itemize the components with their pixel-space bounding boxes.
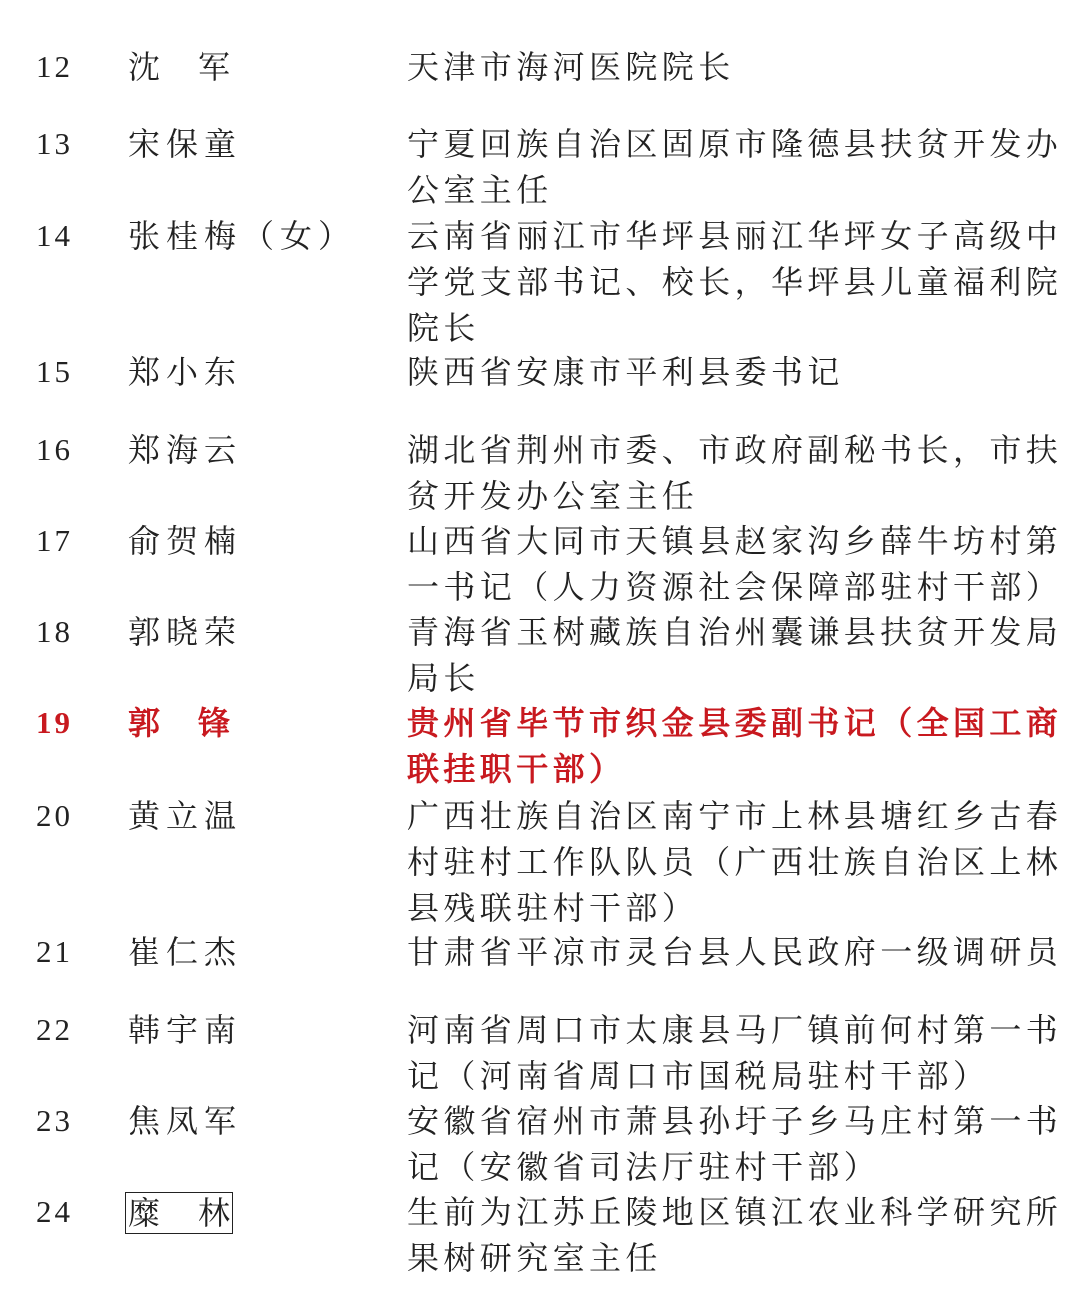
title-line: 记（安徽省司法厅驻村干部） [407,1148,881,1186]
title-line: 贵州省毕节市织金县委副书记（全国工商 [407,704,1063,742]
entry-title [407,793,1063,931]
title-line: 贫开发办公室主任 [407,477,699,515]
entry-name: 俞贺楠 [128,522,243,560]
entry-title [407,213,1063,351]
entry-title [407,700,1063,792]
entry-name: 张桂梅（女） [128,217,357,255]
entry-name: 宋保童 [128,125,243,163]
entry-title [407,1098,1063,1190]
entry-name: 郭晓荣 [128,613,243,651]
title-line: 安徽省宿州市萧县孙圩子乡马庄村第一书 [407,1102,1063,1140]
title-line: 学党支部书记、校长，华坪县儿童福利院 [407,263,1063,301]
title-line: 果树研究室主任 [407,1239,662,1277]
title-line: 云南省丽江市华坪县丽江华坪女子高级中 [407,217,1063,255]
name-char: 林 [197,1194,230,1232]
title-line: 公室主任 [407,171,553,209]
entry-title [407,44,1047,90]
title-line: 湖北省荆州市委、市政府副秘书长，市扶 [407,431,1063,469]
entry-title [407,518,1063,610]
title-line: 天津市海河医院院长 [407,48,735,86]
entry-number: 16 [36,432,73,467]
entry-number: 22 [36,1012,73,1047]
entry-number: 13 [36,126,73,161]
entry-title [407,609,1063,701]
entry-title [407,1007,1063,1099]
entry-number: 20 [36,798,73,833]
title-line: 甘肃省平凉市灵台县人民政府一级调研员 [407,933,1063,971]
title-line: 一书记（人力资源社会保障部驻村干部） [407,568,1063,606]
entry-title [407,121,1063,213]
title-line: 院长 [407,309,480,347]
entry-number: 23 [36,1103,73,1138]
entry-name [128,44,230,90]
entry-name [128,700,230,746]
entry-title [407,1189,1063,1281]
entry-name: 郑海云 [128,431,243,469]
name-char: 糜 [128,1194,161,1232]
entry-number: 15 [36,354,73,389]
title-line: 河南省周口市太康县马厂镇前何村第一书 [407,1011,1063,1049]
entry-number: 17 [36,523,73,558]
title-line: 宁夏回族自治区固原市隆德县扶贫开发办 [407,125,1063,163]
entry-name: 崔仁杰 [128,933,243,971]
entry-title [407,929,1063,975]
title-line: 局长 [407,659,480,697]
title-line: 生前为江苏丘陵地区镇江农业科学研究所 [407,1193,1063,1231]
name-char: 郭 [128,704,161,742]
title-line: 记（河南省周口市国税局驻村干部） [407,1057,990,1095]
name-char: 军 [197,48,230,86]
name-char: 沈 [128,48,161,86]
name-char: 锋 [197,704,230,742]
title-line: 青海省玉树藏族自治州囊谦县扶贫开发局 [407,613,1063,651]
entry-number: 21 [36,934,73,969]
entry-name: 郑小东 [128,353,243,391]
entry-title [407,349,1047,395]
entry-name-boxed [125,1192,233,1234]
title-line: 县残联驻村干部） [407,889,699,927]
title-line: 联挂职干部） [407,750,626,788]
entry-number: 18 [36,614,73,649]
entry-number: 14 [36,218,73,253]
entry-name: 黄立温 [128,797,243,835]
entry-number: 12 [36,49,73,84]
entry-name: 焦凤军 [128,1102,243,1140]
title-line: 山西省大同市天镇县赵家沟乡薛牛坊村第 [407,522,1063,560]
title-line: 陕西省安康市平利县委书记 [407,353,844,391]
entry-title [407,427,1063,519]
title-line: 村驻村工作队队员（广西壮族自治区上林 [407,843,1063,881]
entry-number: 19 [36,705,73,740]
entry-number: 24 [36,1194,73,1229]
title-line: 广西壮族自治区南宁市上林县塘红乡古春 [407,797,1063,835]
entry-name: 韩宇南 [128,1011,243,1049]
